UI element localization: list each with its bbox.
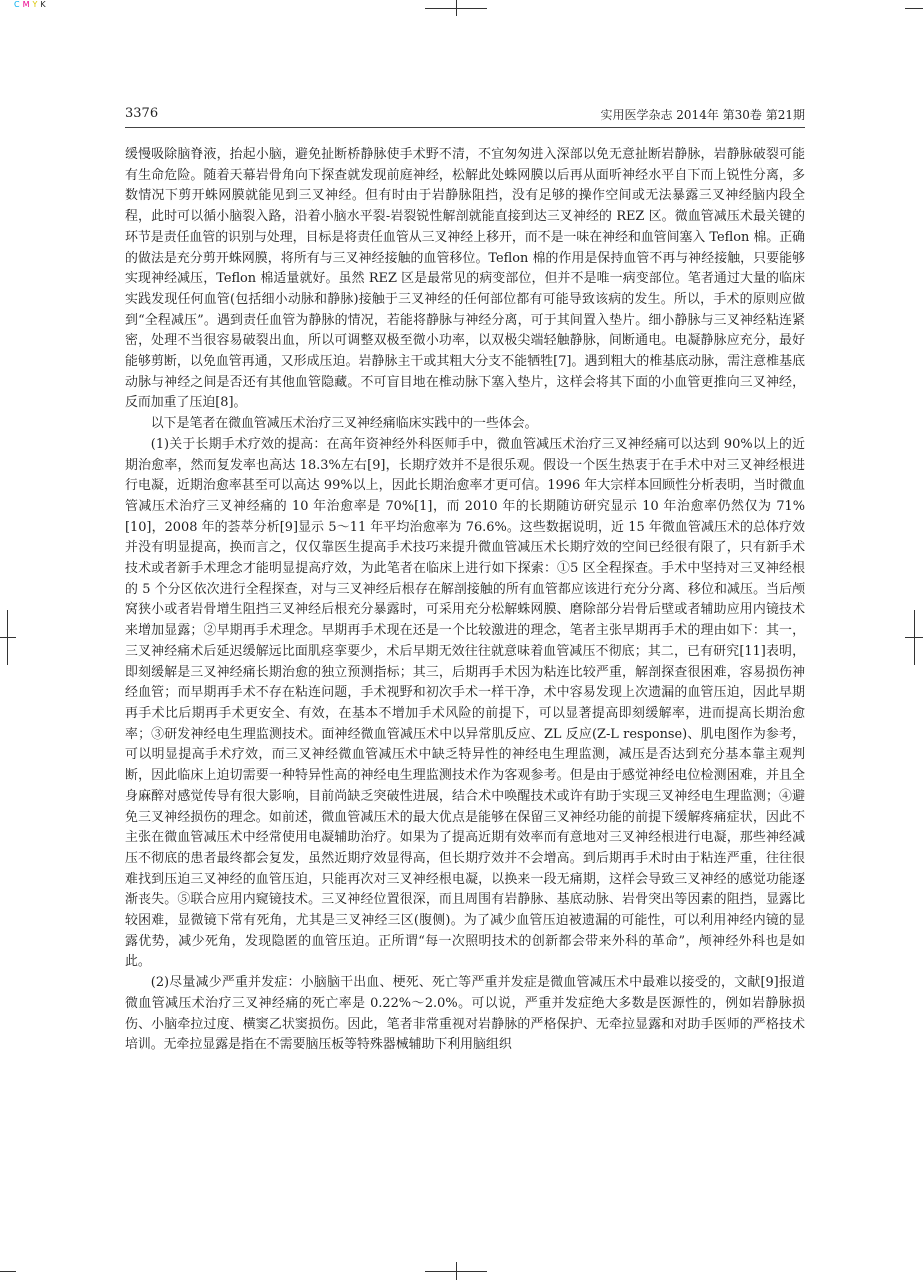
paragraph: 缓慢吸除脑脊液，抬起小脑，避免扯断桥静脉使手术野不清，不宜匆匆进入深部以免无意扯断岩静脉，岩静脉破裂可能有生命危险。随着天幕岩骨角向下探查就发现前庭神经，松解此处蛛网膜以后再从面听神经水平自下而上锐性分离，多数情况下剪开蛛网膜就能见到三叉神经。但有时由于岩静脉阻挡，没有足够的操作空间或无法暴露三叉神经脑内段全程，此时可以循小脑裂入路，沿着小脑水平裂-岩裂锐性解剖就能直接到达三叉神经的 REZ 区。微血管减压术最关键的环节是责任血管的识别与处理，目标是将责任血管从三叉神经上移开，而不是一味在神经和血管间塞入 Teflon 棉。正确的做法是充分剪开蛛网膜，将所有与三叉神经接触的血管移位。Teflon 棉的作用是保持血管不再与神经接触，只要能够实现神经减压，Teflon 棉适量就好。虽然 REZ 区是最常见的病变部位，但并不是唯一病变部位。笔者通过大量的临床实践发现任何血管(包括细小动脉和静脉)接触于三叉神经的任何部位都有可能导致该病的发生。所以，手术的原则应做到“全程减压”。遇到责任血管为静脉的情况，若能将静脉与神经分离，可于其间置入垫片。细小静脉与三叉神经粘连紧密，处理不当很容易破裂出血，所以可调整双极至微小功率，以双极尖端轻触静脉，间断通电。电凝静脉应充分，最好能够剪断，以免血管再通，又形成压迫。岩静脉主干或其粗大分支不能牺牲[7]。遇到粗大的椎基底动脉，需注意椎基底动脉与神经之间是否还有其他血管隐藏。不可盲目地在椎动脉下塞入垫片，这样会将其下面的小血管更推向三叉神经，反而加重了压迫[8]。 — [125, 147, 805, 411]
crop-mark-left-tick — [7, 610, 8, 665]
page-header — [125, 106, 805, 124]
print-mark-c: C — [14, 0, 23, 9]
header-rule — [125, 127, 805, 128]
print-mark-m: M — [22, 0, 33, 9]
crop-mark-bottom-tick — [456, 1262, 457, 1280]
crop-mark-top-tick — [456, 0, 457, 16]
crop-mark-bottom-left — [0, 1271, 16, 1272]
crop-mark-top-right — [905, 8, 923, 9]
print-color-marks — [14, 0, 49, 9]
print-mark-y: Y — [32, 0, 41, 9]
page-number: 3376 — [125, 106, 159, 121]
print-mark-k: K — [40, 0, 49, 9]
paragraph: (2)尽量减少严重并发症：小脑脑干出血、梗死、死亡等严重并发症是微血管减压术中最难以接受的，文献[9]报道微血管减压术治疗三叉神经痛的死亡率是 0.22%～2.0%。可以说，严重并发症绝大多数是医源性的，例如岩静脉损伤、小脑牵拉过度、横窦乙状窦损伤。因此，笔者非常重视对岩静脉的严格保护、无牵拉显露和对助手医师的严格技术培训。无牵拉显露是指在不需要脑压板等特殊器械辅助下利用脑组织 — [125, 975, 805, 1053]
article-body — [125, 145, 805, 1056]
paragraph: (1)关于长期手术疗效的提高：在高年资神经外科医师手中，微血管减压术治疗三叉神经痛可以达到 90%以上的近期治愈率，然而复发率也高达 18.3%左右[9]，长期疗效并不是很乐观。假设一个医生热衷于在手术中对三叉神经根进行电凝，近期治愈率甚至可以高达 99%以上，因此长期治愈率才更可信。1996 年大宗样本回顾性分析表明，当时微血管减压术治疗三叉神经痛的 10 年治愈率是 70%[1]，而 2010 年的长期随访研究显示 10 年治愈率仍然仅为 71%[10]，2008 年的荟萃分析[9]显示 5～11 年平均治愈率为 76.6%。这些数据说明，近 15 年微血管减压术的总体疗效并没有明显提高，换而言之，仅仅靠医生提高手术技巧来提升微血管减压术长期疗效的空间已经很有限了，只有新手术技术或者新手术理念才能明显提高疗效，为此笔者在临床上进行如下探索：①5 区全程探查。手术中坚持对三叉神经根的 5 个分区依次进行全程探查，对与三叉神经后根存在解剖接触的所有血管都应该进行充分分离、移位和减压。当后颅窝狭小或者岩骨增生阻挡三叉神经后根充分暴露时，可采用充分松解蛛网膜、磨除部分岩骨后壁或者辅助应用内镜技术来增加显露；②早期再手术理念。早期再手术现在还是一个比较激进的理念，笔者主张早期再手术的理由如下：其一，三叉神经痛术后延迟缓解远比面肌痉挛要少，术后早期无效往往就意味着血管减压不彻底；其二，已有研究[11]表明，即刻缓解是三叉神经痛长期治愈的独立预测指标；其三，后期再手术因为粘连比较严重，解剖探查很困难，容易损伤神经血管；而早期再手术不存在粘连问题，手术视野和初次手术一样干净，术中容易发现上次遗漏的血管压迫，因此早期再手术比后期再手术更安全、有效，在基本不增加手术风险的前提下，可以显著提高即刻缓解率，进而提高长期治愈率；③研发神经电生理监测技术。面神经微血管减压术中以异常肌反应、ZL 反应(Z-L response)、肌电图作为参考，可以明显提高手术疗效，而三叉神经微血管减压术中缺乏特异性的神经电生理监测，减压是否达到充分基本靠主观判断，因此临床上迫切需要一种特异性高的神经电生理监测技术作为客观参考。但是由于感觉神经电位检测困难，并且全身麻醉对感觉传导有很大影响，目前尚缺乏突破性进展，结合术中唤醒技术或许有助于实现三叉神经电生理监测；④避免三叉神经损伤的理念。如前述，微血管减压术的最大优点是能够在保留三叉神经功能的前提下缓解疼痛症状，因此不主张在微血管减压术中经常使用电凝辅助治疗。如果为了提高近期有效率而有意地对三叉神经根进行电凝，那些神经减压不彻底的患者最终都会复发，虽然近期疗效显得高，但长期疗效并不会增高。到后期再手术时由于粘连严重，往往很难找到压迫三叉神经的血管压迫，只能再次对三叉神经根电凝，以换来一段无痛期，这样会导致三叉神经的感觉功能逐渐丧失。⑤联合应用内窥镜技术。三叉神经位置很深，而且周围有岩静脉、基底动脉、岩骨突出等因素的阻挡，显露比较困难，显微镜下常有死角，尤其是三叉神经三区(腹侧)。为了减少血管压迫被遗漏的可能性，可以利用神经内镜的显露优势，减少死角，发现隐匿的血管压迫。正所谓“每一次照明技术的创新都会带来外科的革命”，颅神经外科也是如此。 — [125, 436, 805, 970]
crop-mark-right-tick — [914, 610, 915, 665]
paragraph: 以下是笔者在微血管减压术治疗三叉神经痛临床实践中的一些体会。 — [150, 416, 538, 432]
crop-mark-left — [0, 637, 16, 638]
journal-title: 实用医学杂志 2014年 第30卷 第21期 — [600, 108, 805, 122]
